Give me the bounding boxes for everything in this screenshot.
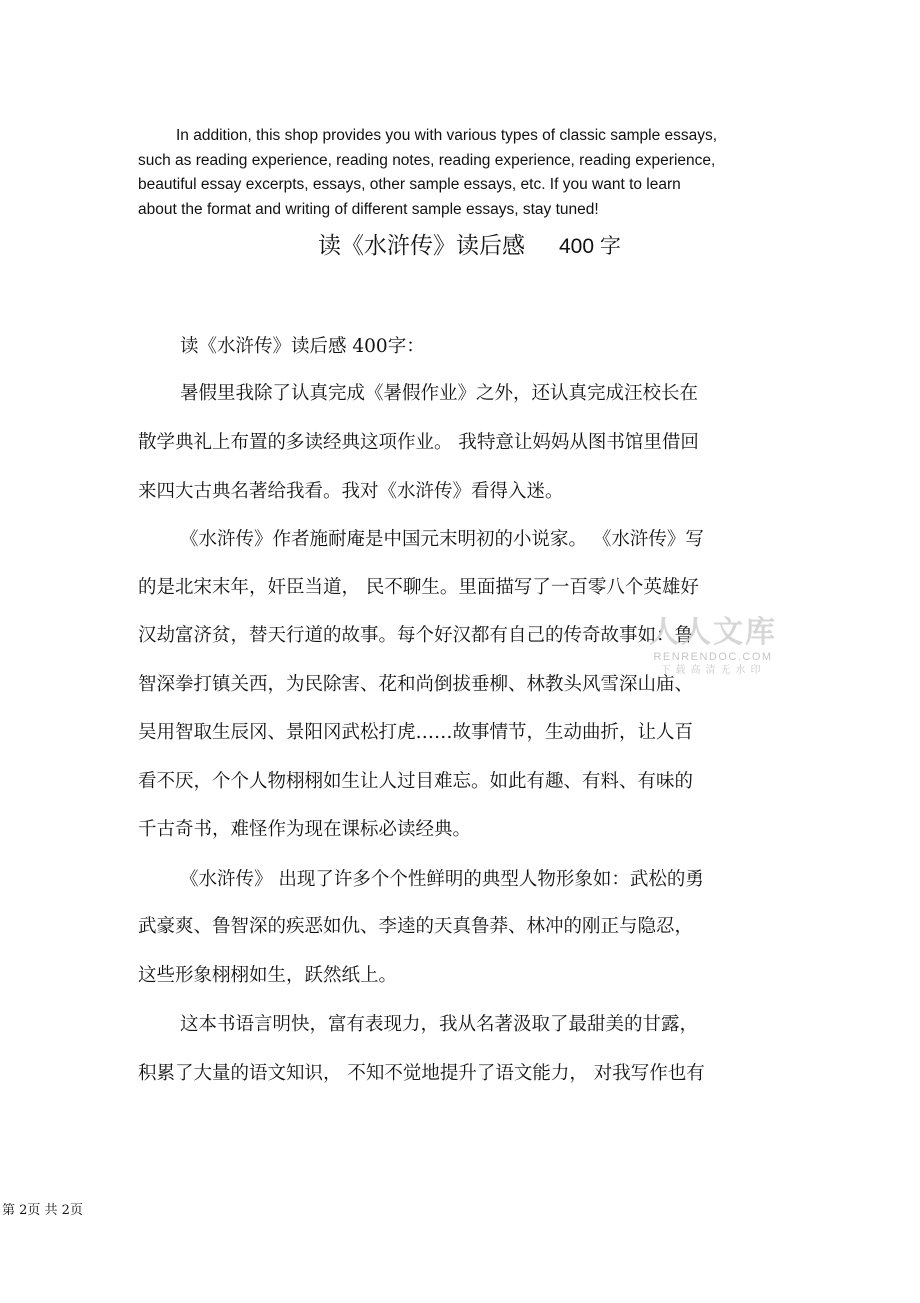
essay-line: 汉劫富济贫，替天行道的故事。每个好汉都有自己的传奇故事如：鲁	[138, 625, 694, 646]
document-title	[318, 230, 621, 263]
essay-line: 看不厌，个个人物栩栩如生让人过目难忘。如此有趣、有料、有味的	[138, 771, 694, 792]
title-word-count: 400 字	[559, 235, 621, 258]
watermark-tagline: 下载高清无水印	[660, 665, 766, 676]
intro-paragraph	[138, 124, 798, 222]
essay-line: 《水浒传》作者施耐庵是中国元末明初的小说家。 《水浒传》写	[180, 529, 704, 550]
intro-line: In addition, this shop provides you with various types of classic sample essays,	[176, 127, 718, 144]
watermark-url: RENRENDOC.COM	[653, 651, 773, 663]
essay-line: 这本书语言明快，富有表现力，我从名著汲取了最甜美的甘露，	[180, 1014, 699, 1035]
intro-line: about the format and writing of different sample essays, stay tuned!	[138, 200, 599, 218]
watermark-brand: 人人文库	[649, 615, 777, 650]
essay-line: 这些形象栩栩如生，跃然纸上。	[138, 965, 398, 986]
essay-line: 的是北宋末年，奸臣当道， 民不聊生。里面描写了一百零八个英雄好	[138, 577, 699, 598]
essay-line: 吴用智取生辰冈、景阳冈武松打虎……故事情节，生动曲折，让人百	[138, 722, 694, 743]
intro-line: beautiful essay excerpts, essays, other sample essays, etc. If you want to learn	[138, 176, 681, 193]
watermark	[648, 616, 778, 678]
essay-line: 积累了大量的语文知识， 不知不觉地提升了语文能力， 对我写作也有	[138, 1063, 705, 1084]
essay-heading-line: 读《水浒传》读后感 400字：	[180, 336, 425, 357]
intro-line: such as reading experience, reading notes, reading experience, reading experience,	[138, 151, 716, 169]
page-footer: 第 2页 共 2页	[2, 1203, 83, 1218]
essay-line: 暑假里我除了认真完成《暑假作业》之外，还认真完成汪校长在	[180, 383, 699, 404]
essay-line: 散学典礼上布置的多读经典这项作业。 我特意让妈妈从图书馆里借回	[138, 432, 699, 453]
essay-line: 智深拳打镇关西，为民除害、花和尚倒拔垂柳、林教头风雪深山庙、	[138, 674, 694, 695]
essay-line: 《水浒传》 出现了许多个个性鲜明的典型人物形象如：武松的勇	[180, 869, 704, 890]
essay-line: 千古奇书，难怪作为现在课标必读经典。	[138, 819, 472, 840]
essay-line: 来四大古典名著给我看。我对《水浒传》看得入迷。	[138, 481, 564, 502]
title-main: 读《水浒传》读后感	[318, 233, 525, 259]
essay-line: 武豪爽、鲁智深的疾恶如仇、李逵的天真鲁莽、林冲的刚正与隐忍，	[138, 916, 694, 937]
